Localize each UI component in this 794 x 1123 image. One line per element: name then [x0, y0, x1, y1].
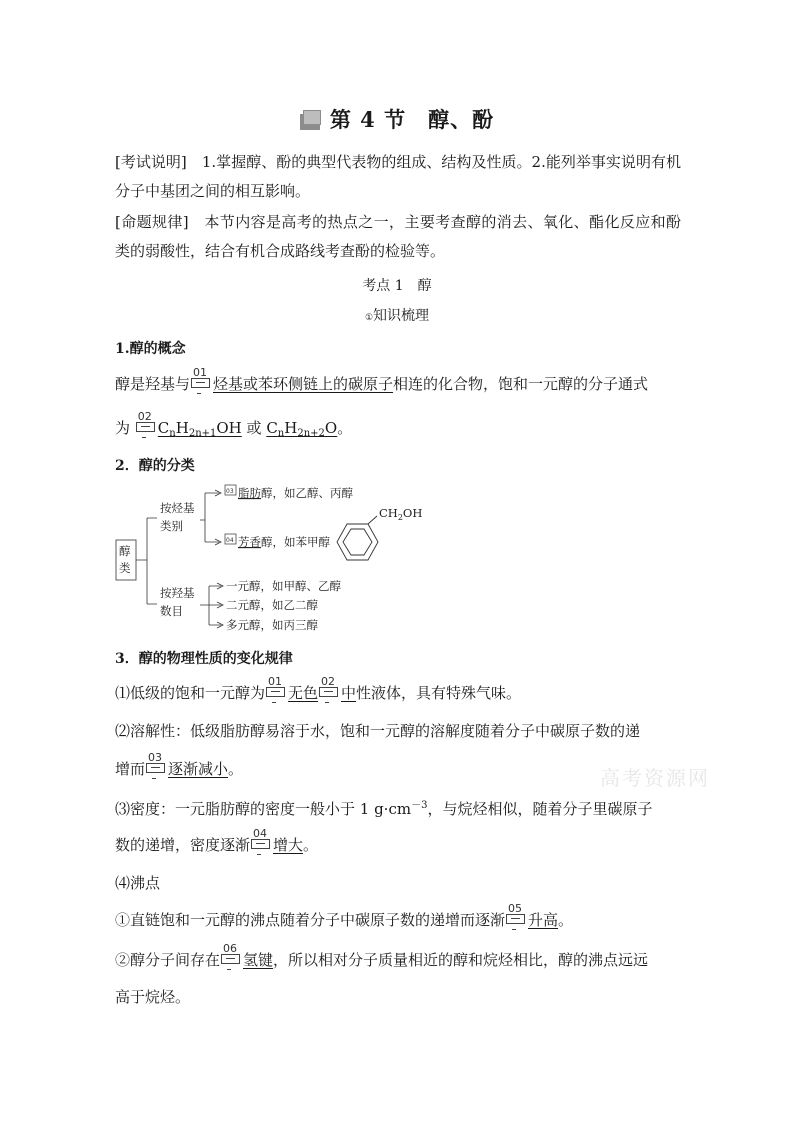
- answer-hydrocarbon: 烃基或苯环侧链上的碳原子: [213, 375, 394, 393]
- benzene-ring-icon: [337, 516, 378, 560]
- alcohol-classification-diagram: [115, 480, 445, 640]
- s3-line9: 高于烷烃。: [115, 988, 191, 1006]
- answer-marker-02b: 02: [319, 685, 340, 699]
- section-topic: 醇、酚: [428, 107, 495, 132]
- answer-marker-06: 06: [221, 952, 242, 966]
- item-aromatic: 芳香醇，如苯甲醇: [238, 535, 330, 549]
- rule-text: 本节内容是高考的热点之一，主要考查醇的消去、氧化、酯化反应和酚类的弱酸性，结合有机合成路线考查酚的检验等。: [115, 213, 681, 260]
- zhishi-marker: ①: [364, 313, 374, 323]
- s3-line3: 增而 03 逐渐减小。: [115, 751, 244, 778]
- answer-marker-01: 01: [191, 376, 212, 390]
- item-dihydric: 二元醇，如乙二醇: [226, 598, 318, 612]
- section-number: 第 4 节: [329, 107, 407, 132]
- s3-line7: ①直链饱和一元醇的沸点随着分子中碳原子数的递增而逐渐 05 升高。: [115, 902, 574, 929]
- item-polyhydric: 多元醇，如丙三醇: [226, 618, 318, 632]
- branch-hydroxyl-line2: 数目: [160, 604, 183, 618]
- branch-hydrocarbon-line2: 类别: [160, 519, 183, 533]
- answer-hydrogen-bond: 氢键: [243, 951, 274, 969]
- answer-marker-01b: 01: [266, 685, 287, 699]
- s1-heading: 1.醇的概念: [115, 341, 186, 357]
- s3-line8: ②醇分子间存在 06 氢键，所以相对分子质量相近的醇和烷烃相比，醇的沸点远远: [115, 942, 649, 969]
- s3-line4: ⑶密度：一元脂肪醇的密度一般小于 1 $g\cdot cm^{-3}$，与烷烃相似，随着分子里碳原子: [115, 800, 653, 818]
- benzyl-group: $CH_2OH$: [379, 506, 423, 522]
- exam-text: 1.掌握醇、酚的典型代表物的组成、结构及性质。2.能列举事实说明有机分子中基团之间的相互影响。: [115, 153, 681, 200]
- s1-text-c: 相连的化合物，饱和一元醇的分子通式: [393, 375, 649, 393]
- root-char-1: 醇: [119, 544, 131, 558]
- answer-marker-02: 02: [136, 420, 157, 434]
- answer-neutral: 中: [341, 684, 357, 702]
- answer-rise: 升高: [528, 911, 559, 929]
- answer-marker-05: 05: [506, 912, 527, 926]
- s2-heading: 2．醇的分类: [115, 458, 195, 474]
- kaodian-heading: 考点 1 醇: [362, 278, 432, 294]
- item-monohydric: 一元醇，如甲醇、乙醇: [226, 579, 341, 593]
- answer-marker-04: 04: [251, 837, 272, 851]
- answer-marker-03: 03: [146, 761, 167, 775]
- formula-1: $C_nH_{2n+1}OH$: [157, 419, 242, 439]
- s3-line2: ⑵溶解性：低级脂肪醇易溶于水，饱和一元醇的溶解度随着分子中碳原子数的递: [115, 722, 641, 740]
- zhishi-label: 知识梳理: [373, 308, 430, 324]
- exam-description: [115, 148, 681, 206]
- watermark: 高考资源网: [600, 766, 710, 790]
- branch-hydrocarbon-line1: 按烃基: [160, 501, 195, 515]
- answer-colorless: 无色: [288, 684, 319, 702]
- s1-line2: 为 02 $C_nH_{2n+1}OH$ 或 $C_nH_{2n+2}O$。: [115, 410, 353, 439]
- book-icon: [300, 110, 322, 130]
- svg-text:03: 03: [226, 488, 234, 495]
- page-title: [0, 104, 794, 134]
- zhishi-heading: [0, 305, 794, 325]
- s1-text-a: 醇是羟基与: [115, 375, 191, 393]
- s1-line1: [115, 366, 649, 394]
- s3-heading: 3．醇的物理性质的变化规律: [115, 651, 293, 667]
- answer-decrease: 逐渐减小: [168, 760, 229, 778]
- rule-tag: [命题规律]: [115, 213, 189, 231]
- branch-hydroxyl-line1: 按羟基: [160, 586, 195, 600]
- s3-line1: ⑴低级的饱和一元醇为 01 无色 02 中性液体，具有特殊气味。: [115, 675, 522, 702]
- item-aliphatic: 脂肪醇，如乙醇、丙醇: [238, 486, 353, 500]
- proposition-rule: [115, 208, 681, 266]
- answer-increase: 增大: [273, 836, 304, 854]
- s3-line6: ⑷沸点: [115, 874, 161, 892]
- s1-text-or: 或: [241, 419, 267, 437]
- svg-text:04: 04: [226, 537, 234, 544]
- exam-tag: [考试说明]: [115, 153, 187, 171]
- s3-line5: 数的递增，密度逐渐 04 增大。: [115, 827, 319, 854]
- root-char-2: 类: [119, 561, 131, 575]
- s1-text-for: 为: [115, 419, 131, 437]
- formula-2: $C_nH_{2n+2}O$: [266, 419, 338, 439]
